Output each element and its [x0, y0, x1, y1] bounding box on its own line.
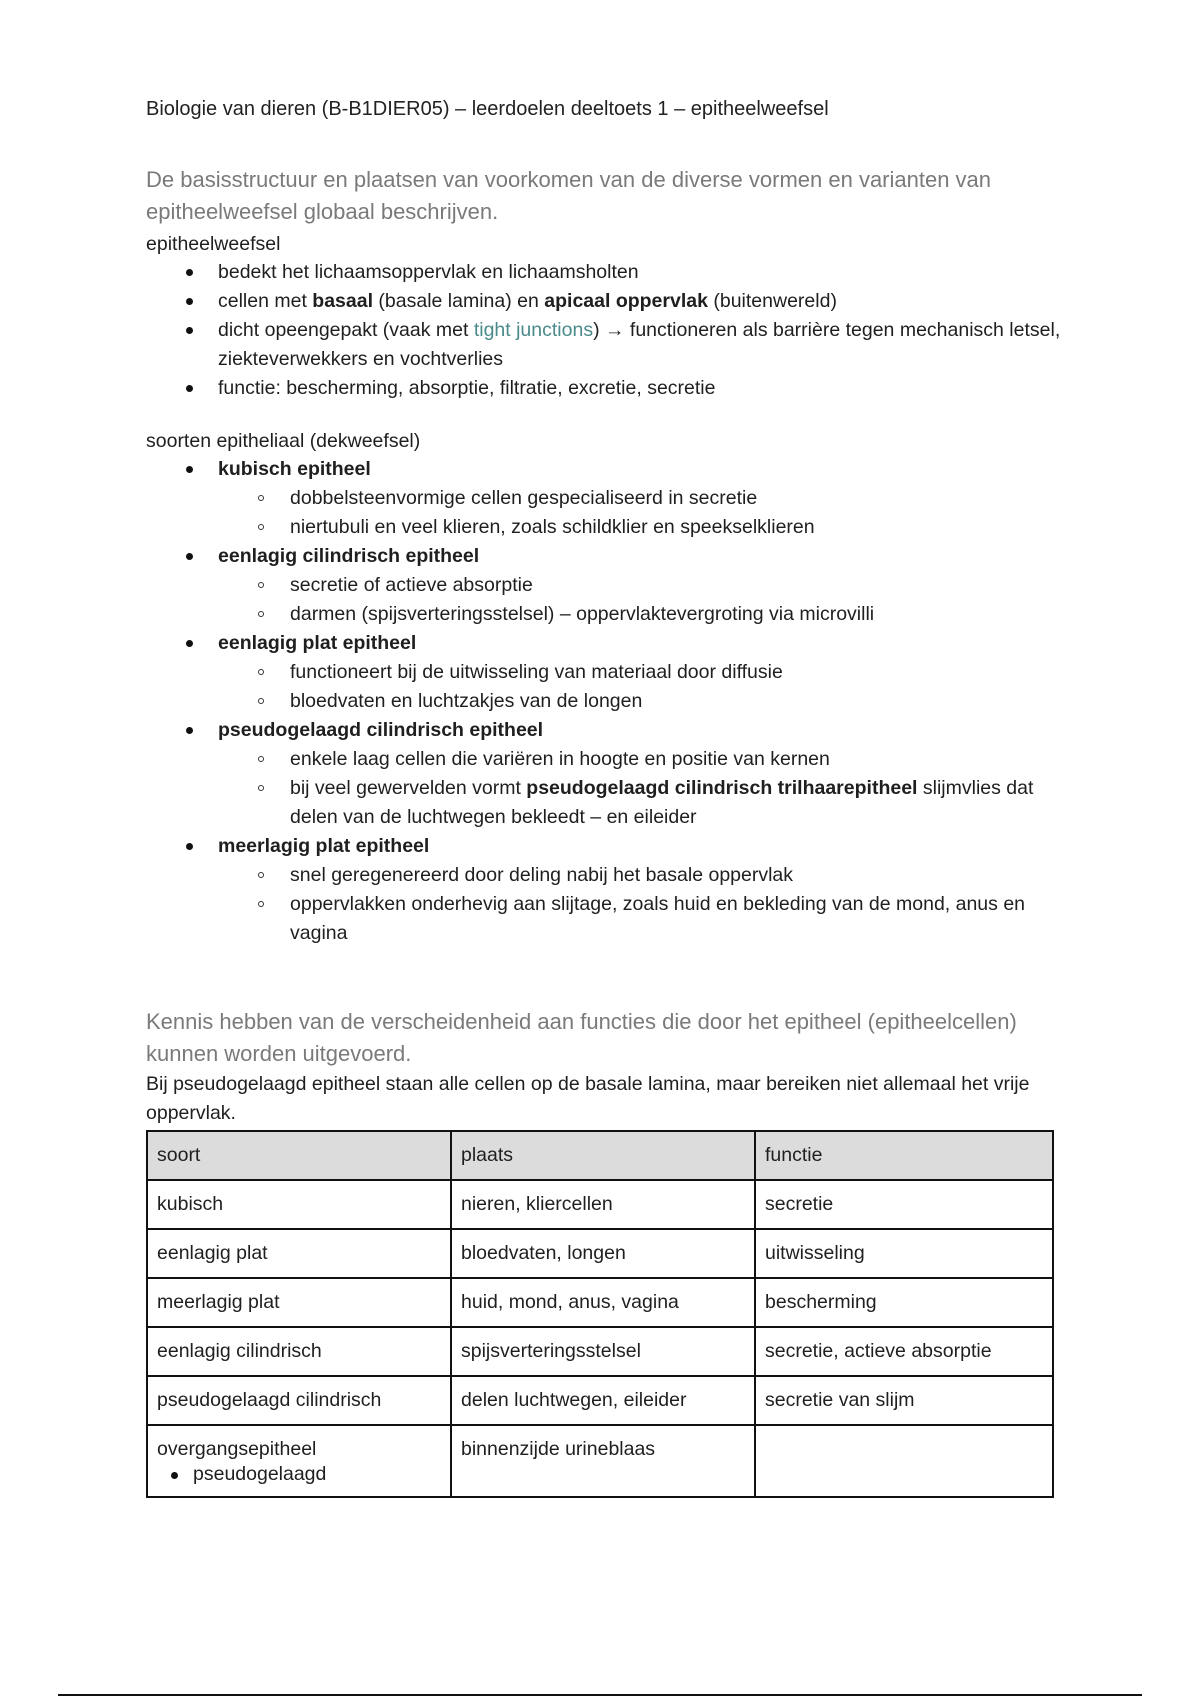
tight-junctions-link[interactable]: tight junctions: [473, 319, 594, 341]
table-cell: delen luchtwegen, eileider: [451, 1376, 755, 1425]
sub-item: darmen (spijsverteringsstelsel) – oppervlaktevergroting via microvilli: [218, 600, 1066, 629]
type-item: [146, 455, 1066, 542]
text: bij veel gewervelden vormt: [290, 777, 527, 799]
text: ) → functioneren als barrière tegen mechanisch letsel, ziekteverwekkers en vochtverlies: [218, 319, 1061, 370]
type-name: kubisch epitheel: [218, 458, 371, 480]
table-row: [147, 1180, 1053, 1229]
table-row: [147, 1327, 1053, 1376]
table-row: [147, 1278, 1053, 1327]
column-header: plaats: [451, 1131, 755, 1180]
type-name: eenlagig cilindrisch epitheel: [218, 545, 480, 567]
section-heading-2: Kennis hebben van de verscheidenheid aan functies die door het epitheel (epitheelcellen) kunnen worden uitgevoerd.: [146, 1009, 1017, 1066]
table-cell: nieren, kliercellen: [451, 1180, 755, 1229]
sub-item: secretie of actieve absorptie: [218, 571, 1066, 600]
sub-item: enkele laag cellen die variëren in hoogte en positie van kernen: [218, 745, 1066, 774]
table-cell: secretie van slijm: [755, 1376, 1053, 1425]
sub-item: dobbelsteenvormige cellen gespecialiseerd in secretie: [218, 484, 1066, 513]
types-label: soorten epitheliaal (dekweefsel): [146, 430, 421, 452]
table-cell: meerlagig plat: [147, 1278, 451, 1327]
epitheel-table: [146, 1130, 1054, 1498]
table-cell: secretie: [755, 1180, 1053, 1229]
cell-sub-bullet: pseudogelaagd: [157, 1463, 441, 1486]
text: dicht opeengepakt (vaak met: [218, 319, 474, 341]
table-cell: spijsverteringsstelsel: [451, 1327, 755, 1376]
table-cell: bescherming: [755, 1278, 1053, 1327]
sub-item: oppervlakken onderhevig aan slijtage, zoals huid en bekleding van de mond, anus en vagina: [218, 890, 1066, 948]
table-cell: eenlagig cilindrisch: [147, 1327, 451, 1376]
sub-item: snel geregenereerd door deling nabij het basale oppervlak: [218, 861, 1066, 890]
list-item-text: functie: bescherming, absorptie, filtratie, excretie, secretie: [218, 377, 716, 399]
table-cell: secretie, actieve absorptie: [755, 1327, 1053, 1376]
table-cell: binnenzijde urineblaas: [451, 1425, 755, 1497]
text: cellen met: [218, 290, 313, 312]
type-item: [146, 629, 1066, 716]
type-name: meerlagig plat epitheel: [218, 835, 430, 857]
footer-rule: [58, 1694, 1142, 1696]
sub-list: [218, 484, 1066, 542]
table-cell: [147, 1425, 451, 1497]
bold-text: pseudogelaagd cilindrisch trilhaarepitheel: [526, 777, 918, 799]
list-item: [146, 258, 1066, 287]
table-cell: pseudogelaagd cilindrisch: [147, 1376, 451, 1425]
list-item: [146, 287, 1066, 316]
type-name: eenlagig plat epitheel: [218, 632, 417, 654]
document-page: [146, 96, 1066, 1498]
table-row: [147, 1229, 1053, 1278]
text: (basale lamina) en: [373, 290, 545, 312]
type-item: [146, 832, 1066, 948]
list-item: [146, 316, 1066, 374]
column-header: functie: [755, 1131, 1053, 1180]
bold-text: basaal: [312, 290, 374, 312]
sub-item: [218, 774, 1066, 832]
table-row: [147, 1376, 1053, 1425]
column-header: soort: [147, 1131, 451, 1180]
bold-text: apicaal oppervlak: [544, 290, 708, 312]
list-item-text: bedekt het lichaamsoppervlak en lichaamsholten: [218, 261, 639, 283]
type-name: pseudogelaagd cilindrisch epitheel: [218, 719, 544, 741]
list-item: [146, 374, 1066, 403]
text: slijmvlies dat delen van de luchtwegen bekleedt – en eileider: [290, 777, 1034, 828]
epitheelweefsel-list: [146, 258, 1066, 403]
table-header-row: [147, 1131, 1053, 1180]
sub-list: [218, 658, 1066, 716]
table-cell: uitwisseling: [755, 1229, 1053, 1278]
sub-list: [218, 571, 1066, 629]
type-item: [146, 716, 1066, 832]
table-row: [147, 1425, 1053, 1497]
table-cell: kubisch: [147, 1180, 451, 1229]
sub-item: niertubuli en veel klieren, zoals schildklier en speekselklieren: [218, 513, 1066, 542]
table-cell: bloedvaten, longen: [451, 1229, 755, 1278]
epitheelweefsel-label: epitheelweefsel: [146, 233, 281, 255]
types-list: [146, 455, 1066, 948]
sub-item: functioneert bij de uitwisseling van materiaal door diffusie: [218, 658, 1066, 687]
section-heading-1: De basisstructuur en plaatsen van voorkomen van de diverse vormen en varianten van epitheelweefsel globaal beschrijven.: [146, 167, 992, 224]
intro-paragraph: Bij pseudogelaagd epitheel staan alle cellen op de basale lamina, maar bereiken niet allemaal het vrije oppervlak.: [146, 1073, 1030, 1124]
table-cell: [755, 1425, 1053, 1497]
text: (buitenwereld): [707, 290, 837, 312]
sub-list: [218, 745, 1066, 832]
table-cell: huid, mond, anus, vagina: [451, 1278, 755, 1327]
document-title: Biologie van dieren (B-B1DIER05) – leerdoelen deeltoets 1 – epitheelweefsel: [146, 98, 829, 120]
table-cell: eenlagig plat: [147, 1229, 451, 1278]
type-item: [146, 542, 1066, 629]
sub-item: bloedvaten en luchtzakjes van de longen: [218, 687, 1066, 716]
cell-text: overgangsepitheel: [157, 1438, 317, 1460]
sub-list: [218, 861, 1066, 948]
